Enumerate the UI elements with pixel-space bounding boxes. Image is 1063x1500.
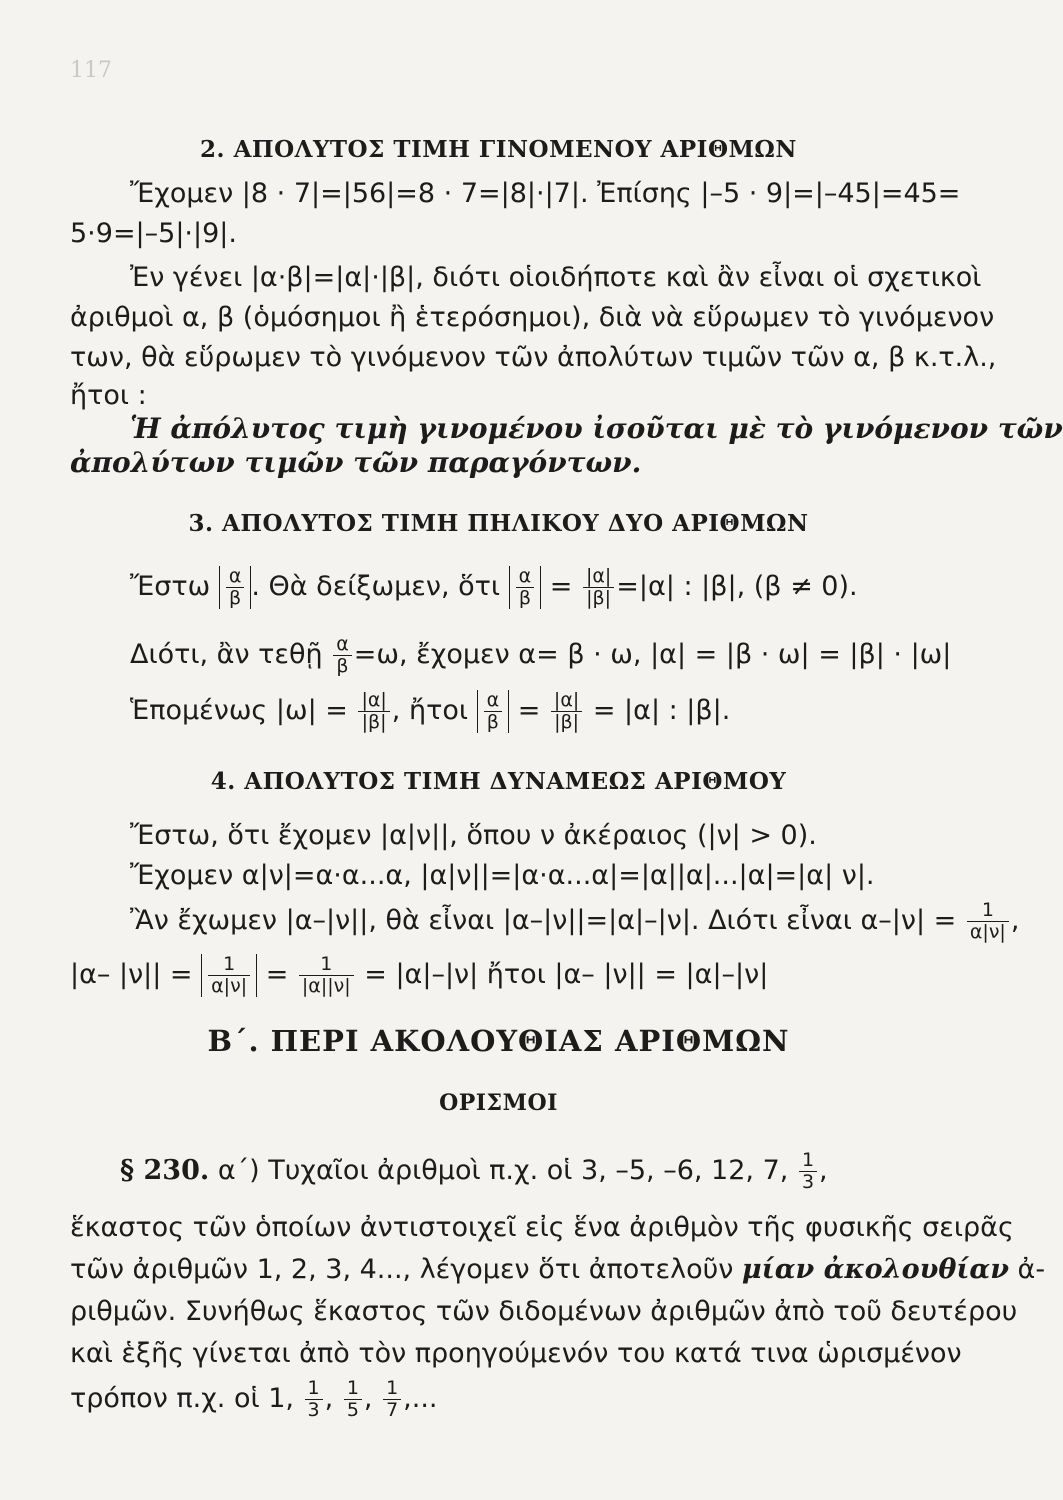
section-2-heading: 2. ΑΠΟΛΥΤΟΣ ΤΙΜΗ ΓΙΝΟΜΕΝΟΥ ΑΡΙΘΜΩΝ [200,136,797,163]
fraction-abs-a-abs-b-2: $\frac{|\alpha|}{|\beta|}$ [358,690,389,733]
partb-line-5: καὶ ἑξῆς γίνεται ἀπὸ τὸν προηγούμενόν του κατά τινα ὡρισμένον [70,1338,962,1369]
section-3-heading: 3. ΑΠΟΛΥΤΟΣ ΤΙΜΗ ΠΗΛΙΚΟΥ ΔΥΟ ΑΡΙΘΜΩΝ [188,510,809,537]
definitions-subheading: ΟΡΙΣΜΟΙ [439,1090,558,1116]
partb-line-3: τῶν ἀριθμῶν 1, 2, 3, 4..., λέγομεν ὅτι ἀποτελοῦν μίαν ἀκολουθίαν ἀ- [70,1254,1046,1285]
sec4-line-3: Ἂν ἔχωμεν |α–|ν||, θὰ εἶναι |α–|ν||=|α|–|ν|. Διότι εἶναι α–|ν| = $\frac{1}{\alpha|\nu|}$ , [130,899,1020,943]
sec4-line-2: Ἔχομεν α|ν|=α·α...α, |α|ν||=|α·α...α|=|α||α|...|α|=|α| ν|. [130,860,875,891]
fraction-1-7: $\frac{1}{7}$ [383,1378,401,1421]
partb-line-2: ἕκαστος τῶν ὁποίων ἀντιστοιχεῖ εἰς ἕνα ἀριθμὸν τῆς φυσικῆς σειρᾶς [70,1212,1014,1243]
abs-fraction-a-b: $\frac{\alpha}{\beta}$ [219,566,252,609]
sec2-line-4: ἀριθμοὶ α, β (ὁμόσημοι ἢ ἑτερόσημοι), διὰ νὰ εὕρωμεν τὸ γινόμενον [70,302,995,333]
partb-line-6: τρόπον π.χ. οἱ 1, $\frac{1}{3}$ , $\frac{1}{5}$ , $\frac{1}{7}$ ,... [70,1377,438,1421]
fraction-1-3: $\frac{1}{3}$ [799,1150,817,1193]
abs-fraction-1-a-nu: $\frac{1}{\alpha|\nu|}$ [201,954,257,997]
paragraph-number: § 230. [120,1154,210,1186]
partb-line-1: § 230. α΄) Τυχαῖοι ἀριθμοὶ π.χ. οἱ 3, –5, –6, 12, 7, $\frac{1}{3}$ , [120,1149,828,1193]
sec2-line-1: Ἔχομεν |8 · 7|=|56|=8 · 7=|8|·|7|. Ἐπίσης |–5 · 9|=|–45|=45= [130,178,961,209]
fraction-1-5: $\frac{1}{5}$ [344,1378,362,1421]
sec4-line-1: Ἔστω, ὅτι ἔχομεν |α|ν||, ὅπου ν ἀκέραιος (|ν| > 0). [130,820,817,851]
sec4-line-4: |α– |ν|| = $\frac{1}{\alpha|\nu|}$ = $\frac{1}{|\alpha||\nu|}$ = |α|–|ν| ἤτοι |α– |ν|| = |α|–|ν| [70,953,769,997]
sec2-line-6: ἤτοι : [70,380,147,411]
sec2-rule-line-2: ἀπολύτων τιμῶν τῶν παραγόντων. [70,446,642,479]
sec2-line-3: Ἐν γένει |α·β|=|α|·|β|, διότι οἱοιδήποτε καὶ ἂν εἶναι οἱ σχετικοὶ [130,262,982,293]
abs-fraction-a-b-3: $\frac{\alpha}{\beta}$ [477,690,510,733]
page-number: 117 [70,58,112,83]
tha-deixomen-text: . Θὰ δείξωμεν, ὅτι [251,570,501,602]
sec3-line-3: Ἑπομένως |ω| = $\frac{|\alpha|}{|\beta|}$ , ἤτοι $\frac{\alpha}{\beta}$ = $\frac{|\alpha|}{|\beta|}$ = |α| : |β|. [130,689,731,733]
fraction-abs-a-abs-b: $\frac{|\alpha|}{|\beta|}$ [583,566,614,609]
sec3-line-2: Διότι, ἂν τεθῇ $\frac{\alpha}{\beta}$ =ω, ἔχομεν α= β · ω, |α| = |β · ω| = |β| · |ω| [130,633,952,677]
fraction-1-3-b: $\frac{1}{3}$ [305,1378,323,1421]
sec2-line-2: 5·9=|–5|·|9|. [70,218,237,249]
estw-text: Ἔστω [130,570,211,602]
fraction-1-over-a-nu: $\frac{1}{\alpha|\nu|}$ [967,900,1009,943]
sec2-line-5: των, θὰ εὕρωμεν τὸ γινόμενον τῶν ἀπολύτων τιμῶν τῶν α, β κ.τ.λ., [70,342,997,373]
result-1-text: =|α| : |β|, (β ≠ 0). [616,570,858,602]
sec3-line-1: Ἔστω $\frac{\alpha}{\beta}$ . Θὰ δείξωμεν, ὅτι $\frac{\alpha}{\beta}$ = $\frac{|\alpha|}{|\beta|}$ =|α| : |β|, (β ≠ 0). [130,565,858,609]
akolouthia-term: μίαν ἀκολουθίαν [741,1254,1009,1285]
fraction-1-abs-a-nu: $\frac{1}{|\alpha||\nu|}$ [299,954,354,997]
part-b-heading: Β΄. ΠΕΡΙ ΑΚΟΛΟΥΘΙΑΣ ΑΡΙΘΜΩΝ [207,1024,790,1058]
section-4-heading: 4. ΑΠΟΛΥΤΟΣ ΤΙΜΗ ΔΥΝΑΜΕΩΣ ΑΡΙΘΜΟΥ [210,768,787,795]
abs-fraction-a-b-2: $\frac{\alpha}{\beta}$ [509,566,542,609]
partb-line-4: ριθμῶν. Συνήθως ἕκαστος τῶν διδομένων ἀριθμῶν ἀπὸ τοῦ δευτέρου [70,1296,1018,1327]
fraction-a-b: $\frac{\alpha}{\beta}$ [333,634,352,677]
fraction-abs-a-abs-b-3: $\frac{|\alpha|}{|\beta|}$ [551,690,582,733]
sec2-rule-line-1: Ἡ ἀπόλυτος τιμὴ γινομένου ἰσοῦται μὲ τὸ γινόμενον τῶν [130,412,1063,445]
